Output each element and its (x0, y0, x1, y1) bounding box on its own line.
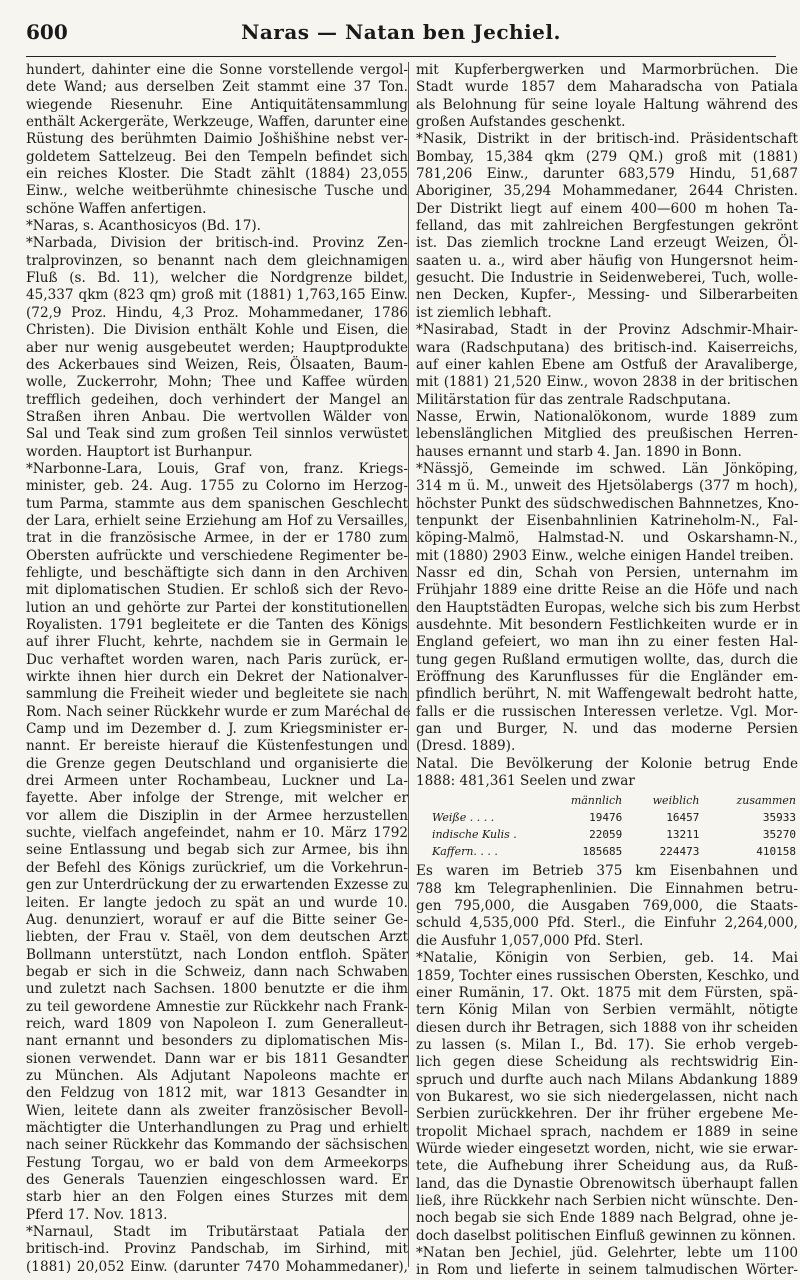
text-line: lebenslänglichen Mitglied des preußischen Herren- (416, 426, 798, 443)
text-line: nach seiner Rückkehr das Kommando der sächsischen (26, 1137, 408, 1154)
col-header-weiblich: weiblich (652, 794, 700, 808)
text-line: (Dresd. 1889). (416, 738, 516, 755)
row-label: indische Kulis . (432, 828, 517, 842)
text-line: ist. Das ziemlich trockne Land erzeugt Weizen, Öl- (416, 235, 798, 252)
text-line: tralprovinzen, so benannt nach dem gleichnamigen (26, 252, 408, 269)
text-line: zu lassen (s. Milan I., Bd. 17). Sie erhob vergeb- (416, 1036, 798, 1053)
table-row (416, 809, 798, 826)
text-line: nannt. Er bereiste hierauf die Küstenfestungen und (26, 738, 408, 755)
text-line: hauses ernannt und starb 4. Jan. 1890 in Bonn. (416, 443, 742, 460)
text-line: mit Kupferbergwerken und Marmorbrüchen. Die (416, 62, 798, 78)
text-line: schuld 4,535,000 Pfd. Sterl., die Einfuhr 2,264,000, (416, 915, 798, 932)
text-line: sammlung die Freiheit wieder und begleitete sie nach (26, 686, 408, 703)
text-line: 788 km Telegraphenlinien. Die Einnahmen betru- (416, 880, 798, 897)
text-line: Natal. Die Bevölkerung der Kolonie betrug Ende (416, 755, 798, 772)
text-line: Es waren im Betrieb 375 km Eisenbahnen und (416, 863, 798, 880)
column-divider (408, 62, 409, 1267)
text-line: als Belohnung für seine loyale Haltung während des (416, 96, 798, 113)
right-column-bottom-text (416, 863, 798, 1279)
text-line: *Nasirabad, Stadt in der Provinz Adschmir-Mhair- (416, 322, 798, 339)
cell-value: 16457 (666, 811, 700, 825)
text-line: zu teil gewordene Amnestie zur Rückkehr nach Frank- (26, 998, 408, 1015)
text-line: höchster Punkt des südschwedischen Bahnnetzes, Kno- (416, 495, 799, 512)
text-line: pfindlich berührt, N. mit Waffengewalt bedroht hatte, (416, 686, 798, 703)
text-line: tum Parma, stammte aus dem spanischen Geschlecht (26, 495, 408, 512)
text-line: den Hauptstädten Europas, welche sich bis zum Herbst (416, 599, 800, 616)
text-line: liebten, der Frau v. Staël, von dem deutschen Arzt (26, 929, 408, 946)
header-rule (26, 56, 776, 57)
cell-value: 35933 (762, 811, 796, 825)
text-line: gen 795,000, die Ausgaben 769,000, die Staats- (416, 898, 798, 915)
text-line: vor allem die Disziplin in der Armee herzustellen (26, 807, 408, 824)
text-line: goldetem Sattelzeug. Bei den Tempeln befindet sich (26, 148, 408, 165)
text-line: lution an und gehörte zur Partei der konstitutionellen (26, 599, 408, 616)
text-line: Frühjahr 1889 eine dritte Reise an die Höfe und nach (416, 582, 798, 599)
text-line: *Natan ben Jechiel, jüd. Gelehrter, lebte um 1100 (416, 1245, 798, 1261)
text-line: den Feldzug von 1812 mit, war 1813 Gesandter in (26, 1085, 408, 1102)
text-line: Royalisten. 1791 begleitete er die Tanten des Königs (26, 617, 408, 633)
text-line: mit (1880) 2903 Einw., welche einigen Handel treiben. (416, 547, 794, 564)
text-line: Sal und Teak sind zum großen Teil sinnlos verwüstet (26, 426, 408, 443)
text-line: des Ackerbaues sind Weizen, Reis, Ölsaaten, Baum- (26, 356, 408, 373)
cell-value: 22059 (589, 828, 623, 842)
text-line: gan und Burger, N. und das moderne Persien (416, 721, 798, 738)
text-line: drei Armeen unter Rochambeau, Luckner und La- (26, 773, 408, 790)
cell-value: 13211 (666, 828, 700, 842)
cell-value: 410158 (756, 845, 796, 859)
text-line: tenpunkt der Eisenbahnlinien Katrineholm-N., Fal- (416, 512, 798, 529)
text-line: Rüstung des berühmten Daimio Jošhišhine nebst ver- (26, 131, 408, 148)
text-line: *Naras, s. Acanthosicyos (Bd. 17). (26, 218, 261, 235)
text-line: mit diplomatischen Studien. Er schloß sich der Revo- (26, 582, 408, 599)
text-line: in Rom und lieferte in seinem talmudischen Wörter- (416, 1262, 798, 1279)
text-line: und zuletzt nach Sachsen. 1800 benutzte er die ihm (26, 981, 408, 998)
text-line: Christen). Die Division enthält Kohle und Eisen, die (26, 322, 408, 339)
text-line: 45,337 qkm (823 qm) groß mit (1881) 1,763,165 Einw. (26, 287, 408, 304)
text-line: Straßen ihren Anbau. Die wertvollen Wälder von (26, 408, 408, 425)
text-line: von Bukarest, wo sie sich niedergelassen, nicht nach (416, 1088, 798, 1105)
text-line: Duc verhaftet worden waren, nach Paris zurück, er- (26, 651, 408, 668)
text-line: köping-Malmö, Halmstad-N. und Oskarshamn-N., (416, 530, 798, 547)
natal-population-table (416, 792, 798, 860)
right-column (416, 62, 800, 1279)
text-line: fehligte, und beschäftigte sich dann in den Archiven (26, 564, 408, 581)
col-header-maennlich: männlich (570, 794, 623, 808)
text-line: Aboriginer, 35,294 Mohammedaner, 2644 Christen. (416, 183, 798, 200)
text-line: noch begab sie sich Ende 1889 nach Belgrad, ohne je- (416, 1210, 798, 1227)
text-line: Militärstation für das zentrale Radschputana. (416, 391, 731, 408)
cell-value: 19476 (589, 811, 623, 825)
table-row (416, 826, 798, 843)
text-line: tern König Milan von Serbien vermählt, nötigte (416, 1002, 798, 1019)
text-line: Eröffnung des Karunflusses für die Engländer em- (416, 669, 798, 686)
text-line: Fluß (s. Bd. 11), welcher die Nordgrenze bildet, (26, 270, 408, 287)
text-line: britisch-ind. Provinz Pandschab, im Sirhind, mit (26, 1241, 408, 1258)
text-line: suchte, vielfach angefeindet, nahm er 10. März 1792 (26, 825, 408, 842)
text-line: ausdehnte. Mit besondern Festlichkeiten wurde er in (416, 617, 798, 633)
text-line: die Grenze gegen Deutschland und organisierte die (26, 755, 408, 772)
text-line: Nasse, Erwin, Nationalökonom, wurde 1889 zum (416, 408, 798, 425)
text-line: ließ, ihre Rückkehr nach Serbien nicht wünschte. Den- (416, 1192, 798, 1209)
text-line: enthält Ackergeräte, Werkzeuge, Waffen, darunter eine (26, 114, 409, 131)
text-line: Serbien zurückkehren. Der ihr früher ergebene Me- (416, 1106, 798, 1123)
text-line: *Natalie, Königin von Serbien, geb. 14. Mai (416, 950, 798, 967)
text-line: trat in die französische Armee, in der er 1780 zum (26, 530, 408, 547)
text-line: minister, geb. 24. Aug. 1755 zu Colorno im Herzog- (26, 478, 408, 495)
cell-value: 185685 (582, 845, 623, 859)
text-line: wolle, Zuckerrohr, Mohn; Thee und Kaffee würden (26, 374, 408, 391)
text-line: Obersten aufrückte und verschiedene Regimenter be- (26, 547, 408, 564)
text-line: mächtigter die Unterhandlungen zu Prag und erhielt (26, 1119, 408, 1136)
text-line: 1888: 481,361 Seelen und zwar (416, 773, 635, 790)
row-label: Kaffern. . . . (432, 845, 498, 859)
text-line: seine Entlassung und begab sich zur Armee, bis ihn (26, 842, 408, 859)
text-line: Pferd 17. Nov. 1813. (26, 1206, 168, 1223)
text-line: tete, die Aufhebung ihrer Scheidung aus, da Ruß- (416, 1158, 798, 1175)
cell-value: 35270 (762, 828, 796, 842)
text-line: Stadt wurde 1857 dem Maharadscha von Patiala (416, 79, 798, 96)
text-line: diesen durch ihr Betragen, sich 1888 von ihr scheiden (416, 1019, 798, 1036)
text-line: Wien, leitete dann als zweiter französischer Bevoll- (26, 1102, 408, 1119)
text-line: wirkte ihnen hier durch ein Dekret der Nationalver- (26, 669, 408, 686)
text-line: doch daselbst politischen Einfluß gewinnen zu können. (416, 1227, 796, 1244)
text-line: Nassr ed din, Schah von Persien, unternahm im (416, 564, 798, 581)
text-line: dete Wand; aus derselben Zeit stammt eine 37 Ton. (26, 79, 408, 96)
text-line: Einw., welche weitberühmte chinesische Tusche und (26, 183, 408, 200)
text-line: tropolit Michael sprach, nachdem er 1889 in seine (416, 1123, 798, 1140)
text-line: Festung Torgau, wo er bald von dem Armeekorps (26, 1154, 408, 1171)
text-line: Würde wieder eingesetzt worden, nicht, wie sie erwar- (416, 1140, 798, 1157)
text-line: aber nur wenig ausgebeutet werden; Hauptprodukte (26, 339, 408, 356)
page-title: Naras — Natan ben Jechiel. (241, 20, 561, 44)
text-line: Aug. denunziert, worauf er auf die Bitte seiner Ge- (26, 911, 408, 928)
text-line: starb hier an den Folgen eines Sturzes mit dem (26, 1189, 408, 1206)
text-line: einer Rumänin, 17. Okt. 1875 mit dem Fürsten, spä- (416, 984, 798, 1001)
text-line: *Narbonne-Lara, Louis, Graf von, franz. Kriegs- (26, 460, 408, 477)
text-line: *Narnaul, Stadt im Tributärstaat Patiala der (26, 1224, 408, 1241)
text-line: land, das die Dynastie Obrenowitsch überhaupt fallen (416, 1175, 798, 1192)
text-line: des Generals Tauenzien eingeschlossen ward. Er (26, 1172, 408, 1188)
text-line: wara (Radschputana) des britisch-ind. Kaiserreichs, (416, 339, 798, 356)
text-line: 781,206 Einw., darunter 683,579 Hindu, 51,687 (416, 166, 798, 183)
text-line: felland, das mit zahlreichen Bergfestungen gekrönt (416, 218, 798, 235)
text-line: (1881) 20,052 Einw. (darunter 7470 Mohammedaner), (26, 1258, 408, 1275)
text-line: der Lara, erhielt seine Erziehung am Hof zu Versailles, (26, 512, 408, 529)
text-line: trefflich gedeihen, doch verhindert der Mangel an (26, 391, 408, 408)
text-line: Bollmann unterstützt, nach London entfloh. Später (26, 946, 408, 963)
text-line: 314 m ü. M., unweit des Hjetsölabergs (377 m hoch), (416, 478, 798, 495)
text-line: saaten u. a., wird aber häufig von Hungersnot heim- (416, 252, 798, 269)
text-line: spruch und durfte auch nach Milans Abdankung 1889 (416, 1071, 798, 1088)
text-line: ein reiches Kloster. Die Stadt zählt (1884) 23,055 (26, 166, 408, 183)
text-line: der Befehl des Königs zurückrief, um die Vorkehrun- (26, 859, 408, 876)
text-line: *Nässjö, Gemeinde im schwed. Län Jönköping, (416, 460, 798, 477)
text-line: reich, ward 1809 von Napoleon I. zum Generalleut- (26, 1015, 408, 1032)
table-header-row (416, 792, 798, 809)
text-line: falls er die russischen Interessen verletze. Vgl. Mor- (416, 703, 798, 720)
text-line: begab er sich in die Schweiz, dann nach Schwaben (26, 963, 408, 980)
text-line: ist ziemlich lebhaft. (416, 304, 552, 321)
text-line: auf ihrer Flucht, kehrte, nachdem sie in Germain le (26, 634, 408, 651)
text-line: gesucht. Die Industrie in Seidenweberei, Tuch, wolle- (416, 270, 798, 287)
col-header-zusammen: zusammen (736, 794, 796, 808)
text-line: großen Aufstandes geschenkt. (416, 114, 626, 131)
text-line: sionen verwendet. Dann war er bis 1811 Gesandter (26, 1050, 408, 1067)
page-number: 600 (26, 20, 68, 44)
text-line: gen zur Unterdrückung der zu erwartenden Exzesse zu (26, 877, 409, 894)
text-line: *Nasik, Distrikt in der britisch-ind. Präsidentschaft (416, 131, 798, 148)
text-line: die Ausfuhr 1,057,000 Pfd. Sterl. (416, 932, 644, 949)
text-line: (72,9 Proz. Hindu, 4,3 Proz. Mohammedaner, 1786 (26, 304, 408, 321)
text-line: tung gegen Rußland ermutigen wollte, das, durch die (416, 651, 798, 668)
text-line: fayette. Aber infolge der Strenge, mit welcher er (26, 790, 408, 807)
text-line: lich gegen diese Scheidung als rechtswidrig Ein- (416, 1054, 798, 1071)
text-line: wiegende Riesenuhr. Eine Antiquitätensammlung (26, 96, 408, 113)
text-line: England gefeiert, wo man ihn zu einer festen Hal- (416, 634, 798, 651)
text-line: mit (1881) 21,520 Einw., wovon 2838 in der britischen (416, 374, 798, 391)
text-line: Der Distrikt liegt auf einem 400—600 m hohen Ta- (416, 200, 798, 217)
text-line: *Narbada, Division der britisch-ind. Provinz Zen- (26, 235, 408, 252)
text-line: Bombay, 15,384 qkm (279 QM.) groß mit (1881) (416, 148, 798, 165)
text-line: Rom. Nach seiner Rückkehr wurde er zum Maréchal de (26, 703, 411, 720)
page-header (26, 14, 776, 50)
text-line: Camp und im Dezember d. J. zum Kriegsminister er- (26, 721, 408, 738)
table-row (416, 843, 798, 860)
text-line: nen Decken, Kupfer-, Messing- und Silberarbeiten (416, 287, 798, 304)
text-line: 1859, Tochter eines russischen Obersten, Keschko, und (416, 967, 800, 984)
text-line: auf einer kahlen Ebene am Ostfuß der Aravaliberge, (416, 356, 798, 373)
text-line: nant ernannt und besonders zu diplomatischen Mis- (26, 1033, 408, 1050)
text-line: worden. Hauptort ist Burhanpur. (26, 443, 253, 460)
text-line: leiten. Er langte jedoch zu spät an und wurde 10. (26, 894, 408, 911)
text-line: zu München. Als Adjutant Napoleons machte er (26, 1067, 408, 1084)
text-line: hundert, dahinter eine die Sonne vorstellende vergol- (26, 62, 408, 78)
text-line: schöne Waffen anfertigen. (26, 200, 207, 217)
table-corner (416, 792, 540, 809)
left-column (26, 62, 411, 1275)
row-label: Weiße . . . . (432, 811, 495, 825)
right-column-top-text (416, 62, 798, 790)
cell-value: 224473 (659, 845, 700, 859)
